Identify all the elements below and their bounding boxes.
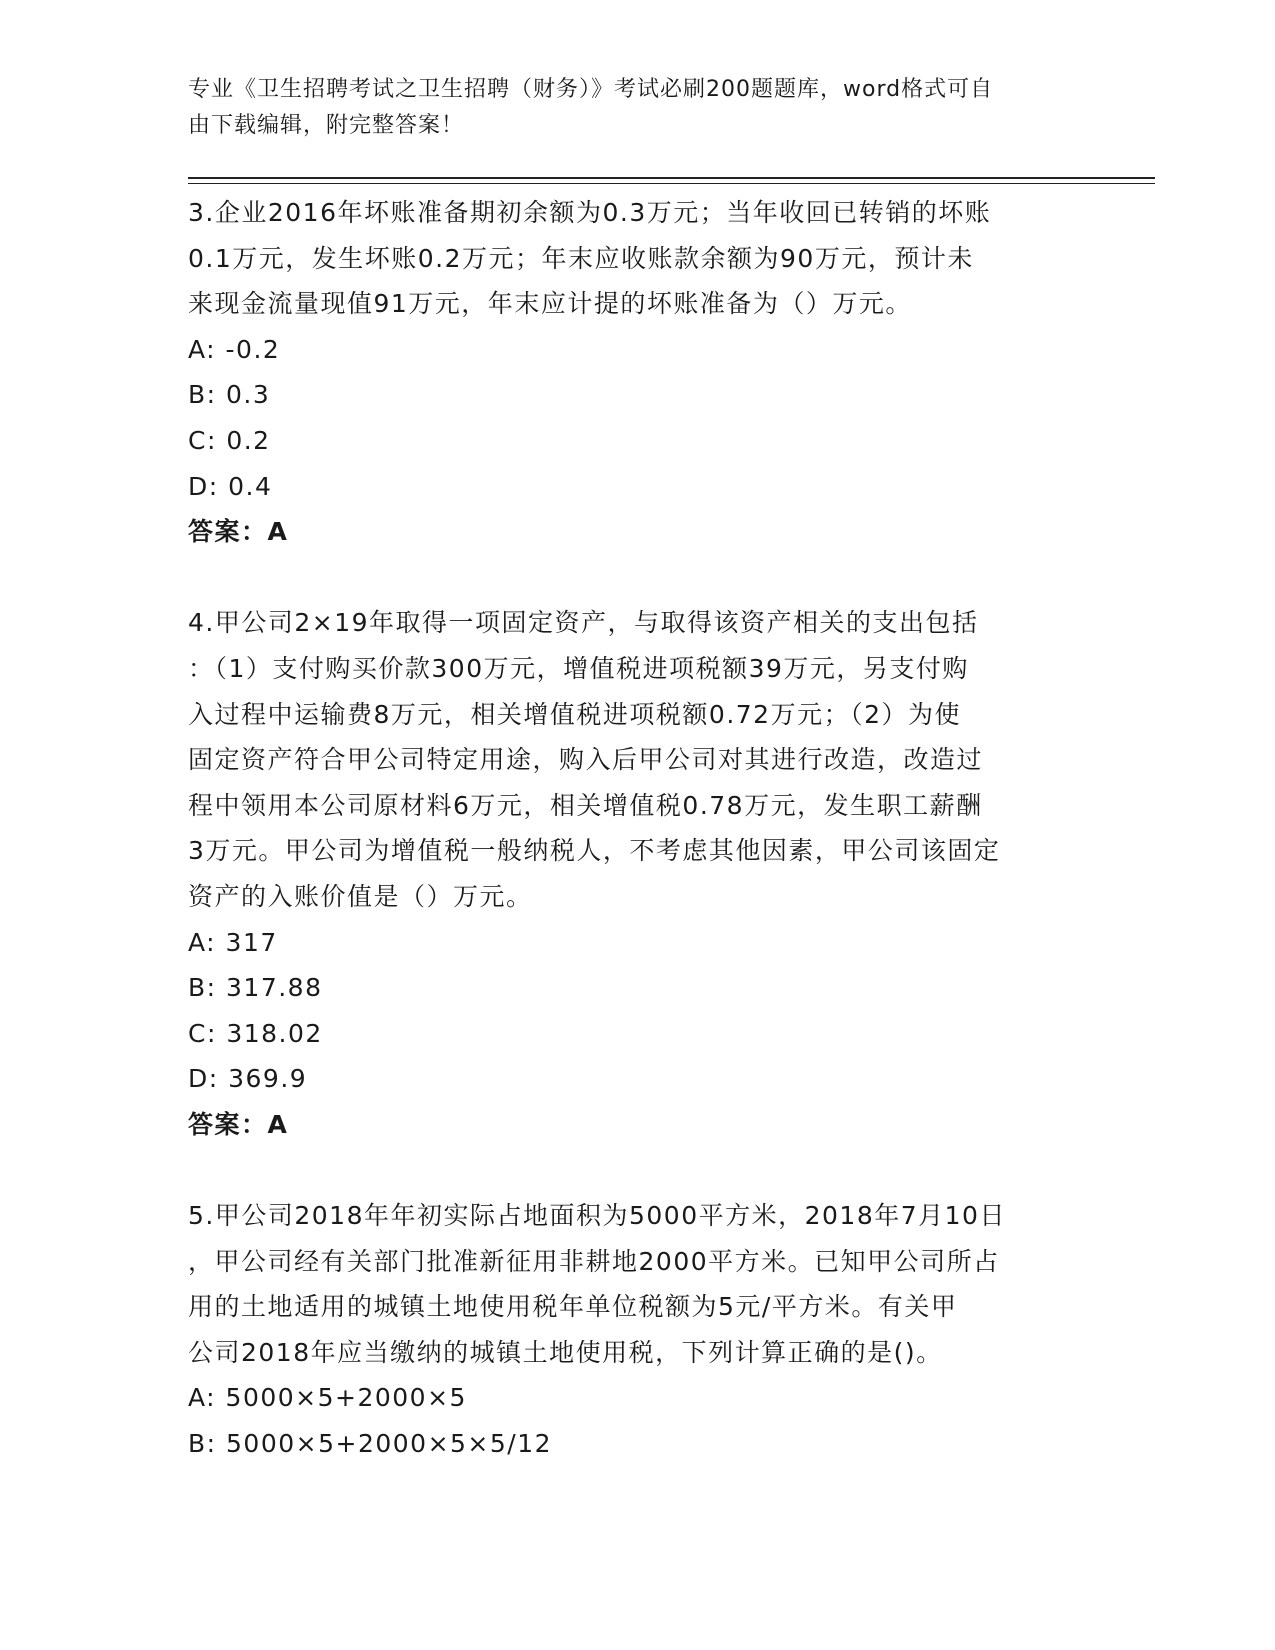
answer-label: 答案：A: [188, 517, 289, 547]
question-stem-line: 程中领用本公司原材料6万元，相关增值税0.78万元，发生职工薪酬: [188, 790, 983, 820]
question-stem-line: 3万元。甲公司为增值税一般纳税人，不考虑其他因素，甲公司该固定: [188, 836, 1001, 866]
question-stem-line: 来现金流量现值91万元，年末应计提的坏账准备为（）万元。: [188, 289, 912, 319]
option-d: D: 369.9: [188, 1064, 308, 1094]
option-a: A: -0.2: [188, 334, 281, 364]
question-stem-line: ，甲公司经有关部门批准新征用非耕地2000平方米。已知甲公司所占: [188, 1246, 1000, 1276]
option-a: A: 5000×5+2000×5: [188, 1383, 467, 1413]
question-stem-line: 固定资产符合甲公司特定用途，购入后甲公司对其进行改造，改造过: [188, 745, 984, 775]
option-d: D: 0.4: [188, 471, 273, 501]
question-list: [188, 190, 1088, 1467]
document-header: [188, 72, 1068, 144]
question-spacer: [188, 1147, 1088, 1193]
question-4: [188, 600, 1088, 1147]
header-divider-thin: [188, 183, 1155, 184]
option-c: C: 318.02: [188, 1018, 323, 1048]
option-c: C: 0.2: [188, 425, 271, 455]
header-line-1: 专业《卫生招聘考试之卫生招聘（财务）》考试必刷200题题库，word格式可自: [188, 77, 994, 102]
question-stem-line: 公司2018年应当缴纳的城镇土地使用税，下列计算正确的是()。: [188, 1337, 943, 1367]
question-stem-line: 5.甲公司2018年年初实际占地面积为5000平方米，2018年7月10日: [188, 1201, 1006, 1231]
answer-label: 答案：A: [188, 1109, 289, 1139]
option-b: B: 317.88: [188, 973, 323, 1003]
question-stem-line: 用的土地适用的城镇土地使用税年单位税额为5元/平方米。有关甲: [188, 1292, 958, 1322]
option-b: B: 5000×5+2000×5×5/12: [188, 1429, 553, 1459]
question-stem-line: 资产的入账价值是（）万元。: [188, 881, 533, 911]
question-5: [188, 1193, 1088, 1467]
question-stem-line: ：（1）支付购买价款300万元，增值税进项税额39万元，另支付购: [188, 653, 969, 683]
option-a: A: 317: [188, 927, 278, 957]
question-stem-line: 4.甲公司2×19年取得一项固定资产，与取得该资产相关的支出包括: [188, 608, 979, 638]
option-b: B: 0.3: [188, 380, 271, 410]
header-divider-thick: [188, 177, 1155, 179]
question-stem-line: 3.企业2016年坏账准备期初余额为0.3万元；当年收回已转销的坏账: [188, 198, 992, 227]
question-3: [188, 190, 1088, 555]
question-stem-line: 入过程中运输费8万元，相关增值税进项税额0.72万元；（2）为使: [188, 699, 961, 729]
header-line-2: 由下载编辑，附完整答案！: [188, 113, 465, 138]
question-stem-line: 0.1万元，发生坏账0.2万元；年末应收账款余额为90万元，预计未: [188, 243, 974, 273]
question-spacer: [188, 555, 1088, 601]
